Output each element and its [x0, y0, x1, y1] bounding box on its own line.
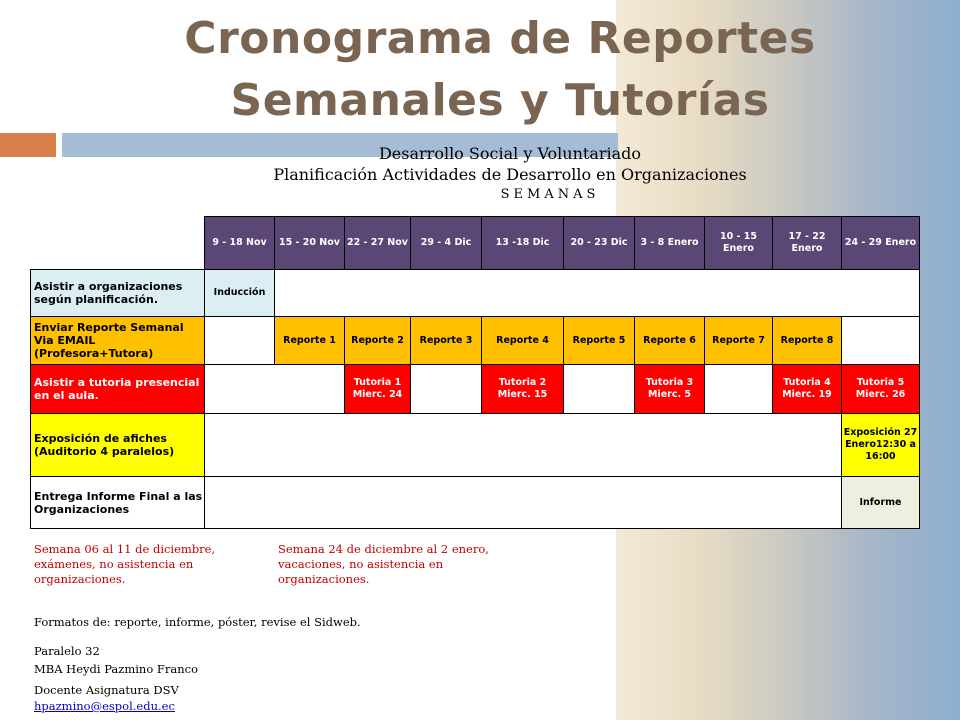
reporte-cell: Reporte 5: [564, 317, 635, 365]
empty-cell: [275, 270, 920, 317]
reporte-cell: Reporte 2: [345, 317, 411, 365]
empty-cell: [411, 365, 482, 414]
schedule-table: [30, 216, 920, 529]
tutoria-cell: Tutoria 2 Mierc. 15: [482, 365, 564, 414]
week-header: 17 - 22 Enero: [773, 217, 842, 270]
tutoria-cell: Tutoria 4 Mierc. 19: [773, 365, 842, 414]
title-line-1: Cronograma de Reportes: [184, 13, 816, 64]
week-header: 20 - 23 Dic: [564, 217, 635, 270]
activity-label: Asistir a tutoria presencial en el aula.: [31, 365, 205, 414]
footer-paralelo: Paralelo 32: [34, 644, 100, 658]
heading-line-2: Planificación Actividades de Desarrollo en Organizaciones: [273, 165, 747, 184]
induccion-cell: Inducción: [205, 270, 275, 317]
heading-line-1: Desarrollo Social y Voluntariado: [378, 144, 642, 163]
tutoria-cell: Tutoria 1 Mierc. 24: [345, 365, 411, 414]
activity-label: Exposición de afiches (Auditorio 4 paralelos): [31, 414, 205, 477]
activity-label: Entrega Informe Final a las Organizaciones: [31, 477, 205, 529]
activity-label: Enviar Reporte Semanal Via EMAIL (Profesora+Tutora): [31, 317, 205, 365]
heading-line-3: SEMANAS: [500, 187, 600, 202]
title-line-2: Semanales y Tutorías: [230, 75, 770, 126]
tutoria-cell: Tutoria 3 Mierc. 5: [635, 365, 705, 414]
reporte-cell: Reporte 4: [482, 317, 564, 365]
week-header: 15 - 20 Nov: [275, 217, 345, 270]
activity-row-asistir: [31, 270, 920, 317]
activity-row-tutoria: [31, 365, 920, 414]
tutoria-cell: Tutoria 5 Mierc. 26: [842, 365, 920, 414]
week-header: 13 -18 Dic: [482, 217, 564, 270]
reporte-cell: Reporte 7: [705, 317, 773, 365]
footer-profesora: MBA Heydi Pazmino Franco: [34, 662, 199, 676]
empty-cell: [205, 477, 842, 529]
week-header: 29 - 4 Dic: [411, 217, 482, 270]
empty-cell: [705, 365, 773, 414]
week-header: 10 - 15 Enero: [705, 217, 773, 270]
footer-formatos: Formatos de: reporte, informe, póster, revise el Sidweb.: [34, 615, 361, 629]
reporte-cell: Reporte 3: [411, 317, 482, 365]
reporte-cell: Reporte 8: [773, 317, 842, 365]
activity-label: Asistir a organizaciones según planificación.: [31, 270, 205, 317]
exposicion-cell: Exposición 27 Enero12:30 a 16:00: [842, 414, 920, 477]
week-header-row: [31, 217, 920, 270]
week-header: 9 - 18 Nov: [205, 217, 275, 270]
informe-cell: Informe: [842, 477, 920, 529]
note-examenes: Semana 06 al 11 de diciembre, exámenes, no asistencia en organizaciones.: [34, 542, 216, 586]
empty-cell: [205, 414, 842, 477]
accent-bar-orange: [0, 133, 56, 157]
empty-cell: [205, 365, 345, 414]
footer-email-link[interactable]: hpazmino@espol.edu.ec: [34, 699, 175, 713]
activity-row-informe: [31, 477, 920, 529]
reporte-cell: Reporte 6: [635, 317, 705, 365]
activity-row-reporte: [31, 317, 920, 365]
document-heading: [200, 144, 820, 204]
note-vacaciones: Semana 24 de diciembre al 2 enero, vacaciones, no asistencia en organizaciones.: [278, 542, 489, 586]
slide-title: [150, 8, 850, 132]
week-header: 22 - 27 Nov: [345, 217, 411, 270]
empty-cell: [205, 317, 275, 365]
corner-cell: [31, 217, 205, 270]
week-header: 24 - 29 Enero: [842, 217, 920, 270]
activity-row-exposicion: [31, 414, 920, 477]
empty-cell: [842, 317, 920, 365]
empty-cell: [564, 365, 635, 414]
week-header: 3 - 8 Enero: [635, 217, 705, 270]
reporte-cell: Reporte 1: [275, 317, 345, 365]
footer-cargo: Docente Asignatura DSV: [34, 683, 179, 697]
